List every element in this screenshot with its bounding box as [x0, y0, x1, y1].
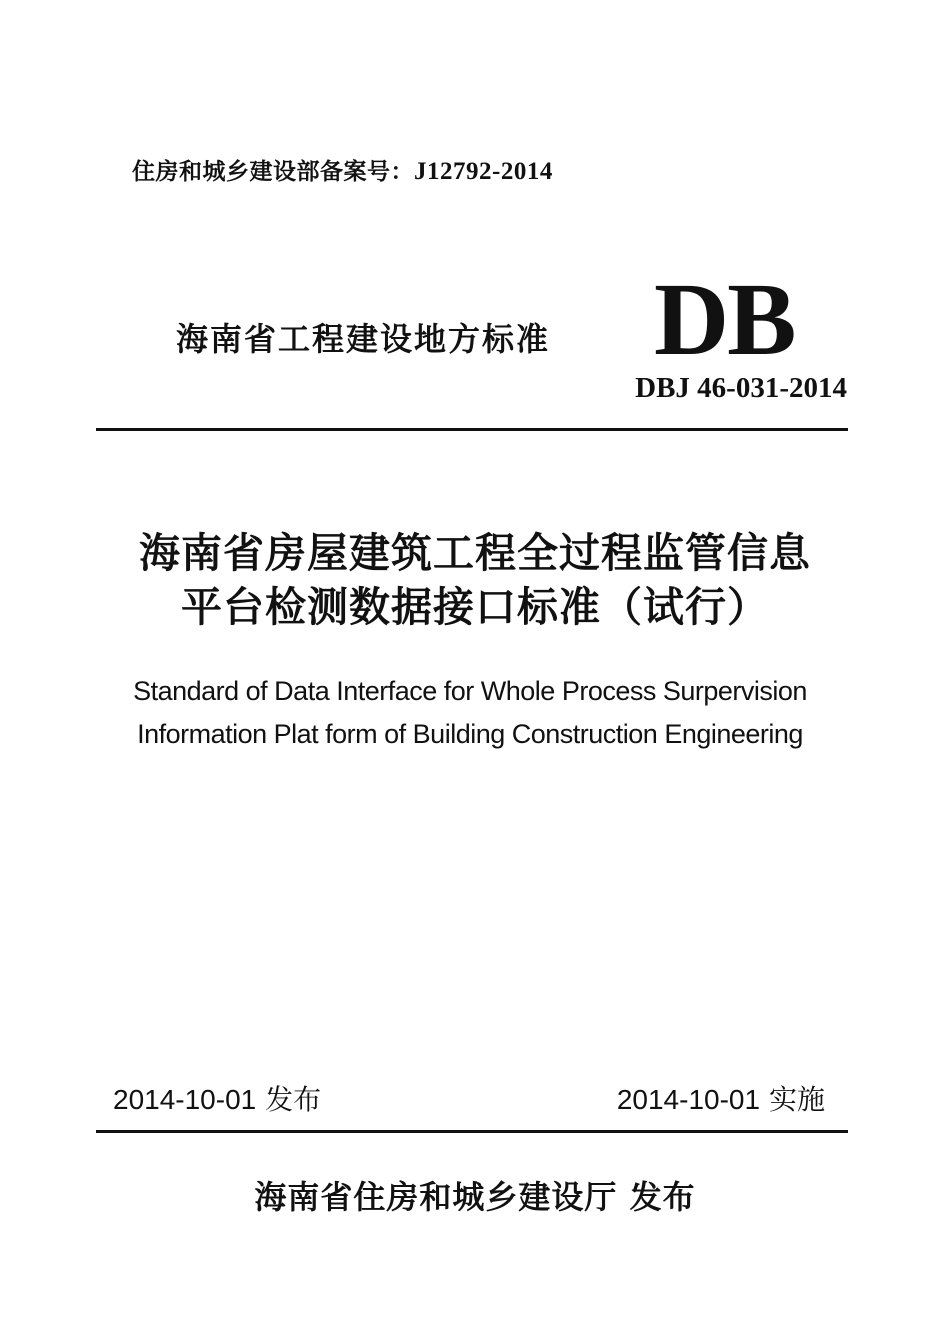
implement-date-value: 2014-10-01 — [616, 1084, 761, 1115]
db-logo: DB — [654, 262, 795, 377]
record-number-line — [132, 153, 553, 186]
issue-date — [113, 1078, 321, 1118]
record-number: J12792-2014 — [414, 158, 553, 185]
standard-number: DBJ 46-031-2014 — [635, 372, 847, 404]
title-cn-line1: 海南省房屋建筑工程全过程监管信息 — [139, 529, 811, 577]
bottom-divider — [96, 1130, 848, 1133]
title-en-line1: Standard of Data Interface for Whole Process Surpervision — [133, 676, 807, 706]
title-english — [0, 670, 940, 756]
title-chinese — [0, 526, 950, 634]
title-en-line2: Information Plat form of Building Construction Engineering — [137, 719, 803, 749]
standard-type: 海南省工程建设地方标准 — [176, 320, 551, 358]
record-label: 住房和城乡建设部备案号： — [132, 159, 414, 185]
implement-date-label: 实施 — [768, 1083, 825, 1116]
top-divider — [96, 428, 848, 431]
issue-date-label: 发布 — [265, 1083, 322, 1116]
title-cn-line2: 平台检测数据接口标准（试行） — [181, 583, 769, 631]
publisher: 海南省住房和城乡建设厅 发布 — [254, 1178, 696, 1216]
implement-date — [617, 1078, 825, 1118]
issue-date-value: 2014-10-01 — [113, 1084, 257, 1115]
